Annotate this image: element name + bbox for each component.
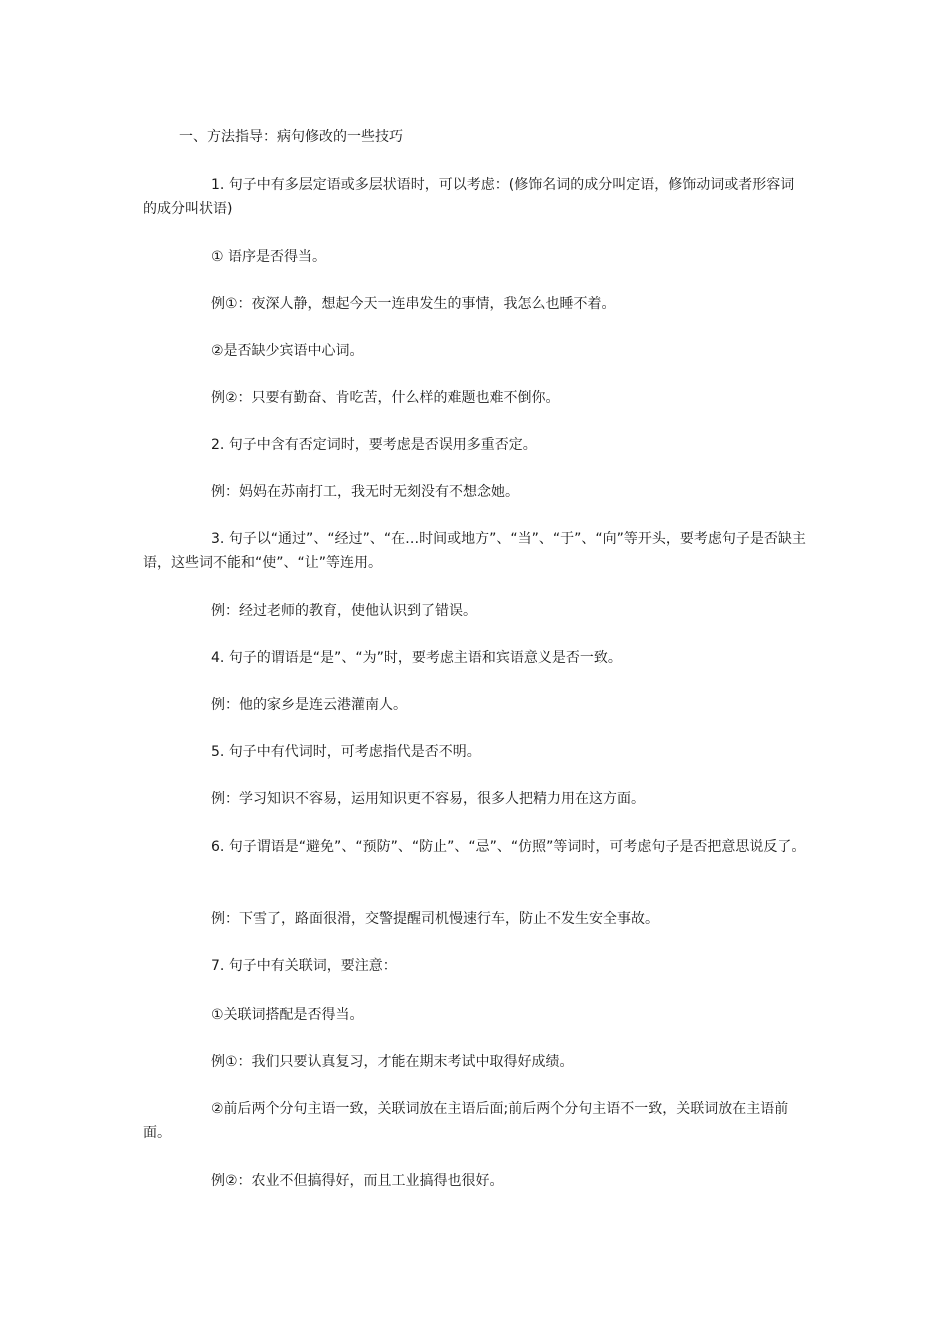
paragraph-rule-1: 1. 句子中有多层定语或多层状语时，可以考虑：(修饰名词的成分叫定语，修饰动词或者形容词的成分叫状语) (143, 177, 795, 217)
paragraph-example-rule-4: 例：他的家乡是连云港灌南人。 (211, 697, 407, 713)
paragraph-rule-3: 3. 句子以“通过”、“经过”、“在…时间或地方”、“当”、“于”、“向”等开头，要考虑句子是否缺主语，这些词不能和“使”、“让”等连用。 (143, 531, 806, 571)
paragraph-example-2: 例②：只要有勤奋、肯吃苦，什么样的难题也难不倒你。 (211, 390, 560, 406)
paragraph-rule-7-point-2: ②前后两个分句主语一致，关联词放在主语后面;前后两个分句主语不一致，关联词放在主语前面。 (143, 1101, 789, 1141)
paragraph-rule-6: 6. 句子谓语是“避免”、“预防”、“防止”、“忌”、“仿照”等词时，可考虑句子是否把意思说反了。 (211, 839, 806, 855)
paragraph-rule-7-point-1: ①关联词搭配是否得当。 (211, 1007, 364, 1023)
paragraph-example-rule-2: 例：妈妈在苏南打工，我无时无刻没有不想念她。 (211, 484, 519, 500)
paragraph-example-rule-6: 例：下雪了，路面很滑，交警提醒司机慢速行车，防止不发生安全事故。 (211, 911, 659, 927)
section-heading: 一、方法指导：病句修改的一些技巧 (179, 129, 403, 145)
paragraph-rule-7: 7. 句子中有关联词，要注意： (211, 958, 397, 974)
paragraph-example-rule-3: 例：经过老师的教育，使他认识到了错误。 (211, 603, 477, 619)
paragraph-rule-7-example-1: 例①：我们只要认真复习，才能在期末考试中取得好成绩。 (211, 1054, 574, 1070)
paragraph-rule-7-example-2: 例②：农业不但搞得好，而且工业搞得也很好。 (211, 1173, 504, 1189)
paragraph-point-1: ① 语序是否得当。 (211, 249, 327, 265)
paragraph-point-2: ②是否缺少宾语中心词。 (211, 343, 364, 359)
paragraph-rule-4: 4. 句子的谓语是“是”、“为”时，要考虑主语和宾语意义是否一致。 (211, 650, 622, 666)
paragraph-example-rule-5: 例：学习知识不容易，运用知识更不容易，很多人把精力用在这方面。 (211, 791, 645, 807)
paragraph-rule-2: 2. 句子中含有否定词时，要考虑是否误用多重否定。 (211, 437, 537, 453)
paragraph-example-1: 例①：夜深人静，想起今天一连串发生的事情，我怎么也睡不着。 (211, 296, 616, 312)
paragraph-rule-5: 5. 句子中有代词时，可考虑指代是否不明。 (211, 744, 481, 760)
